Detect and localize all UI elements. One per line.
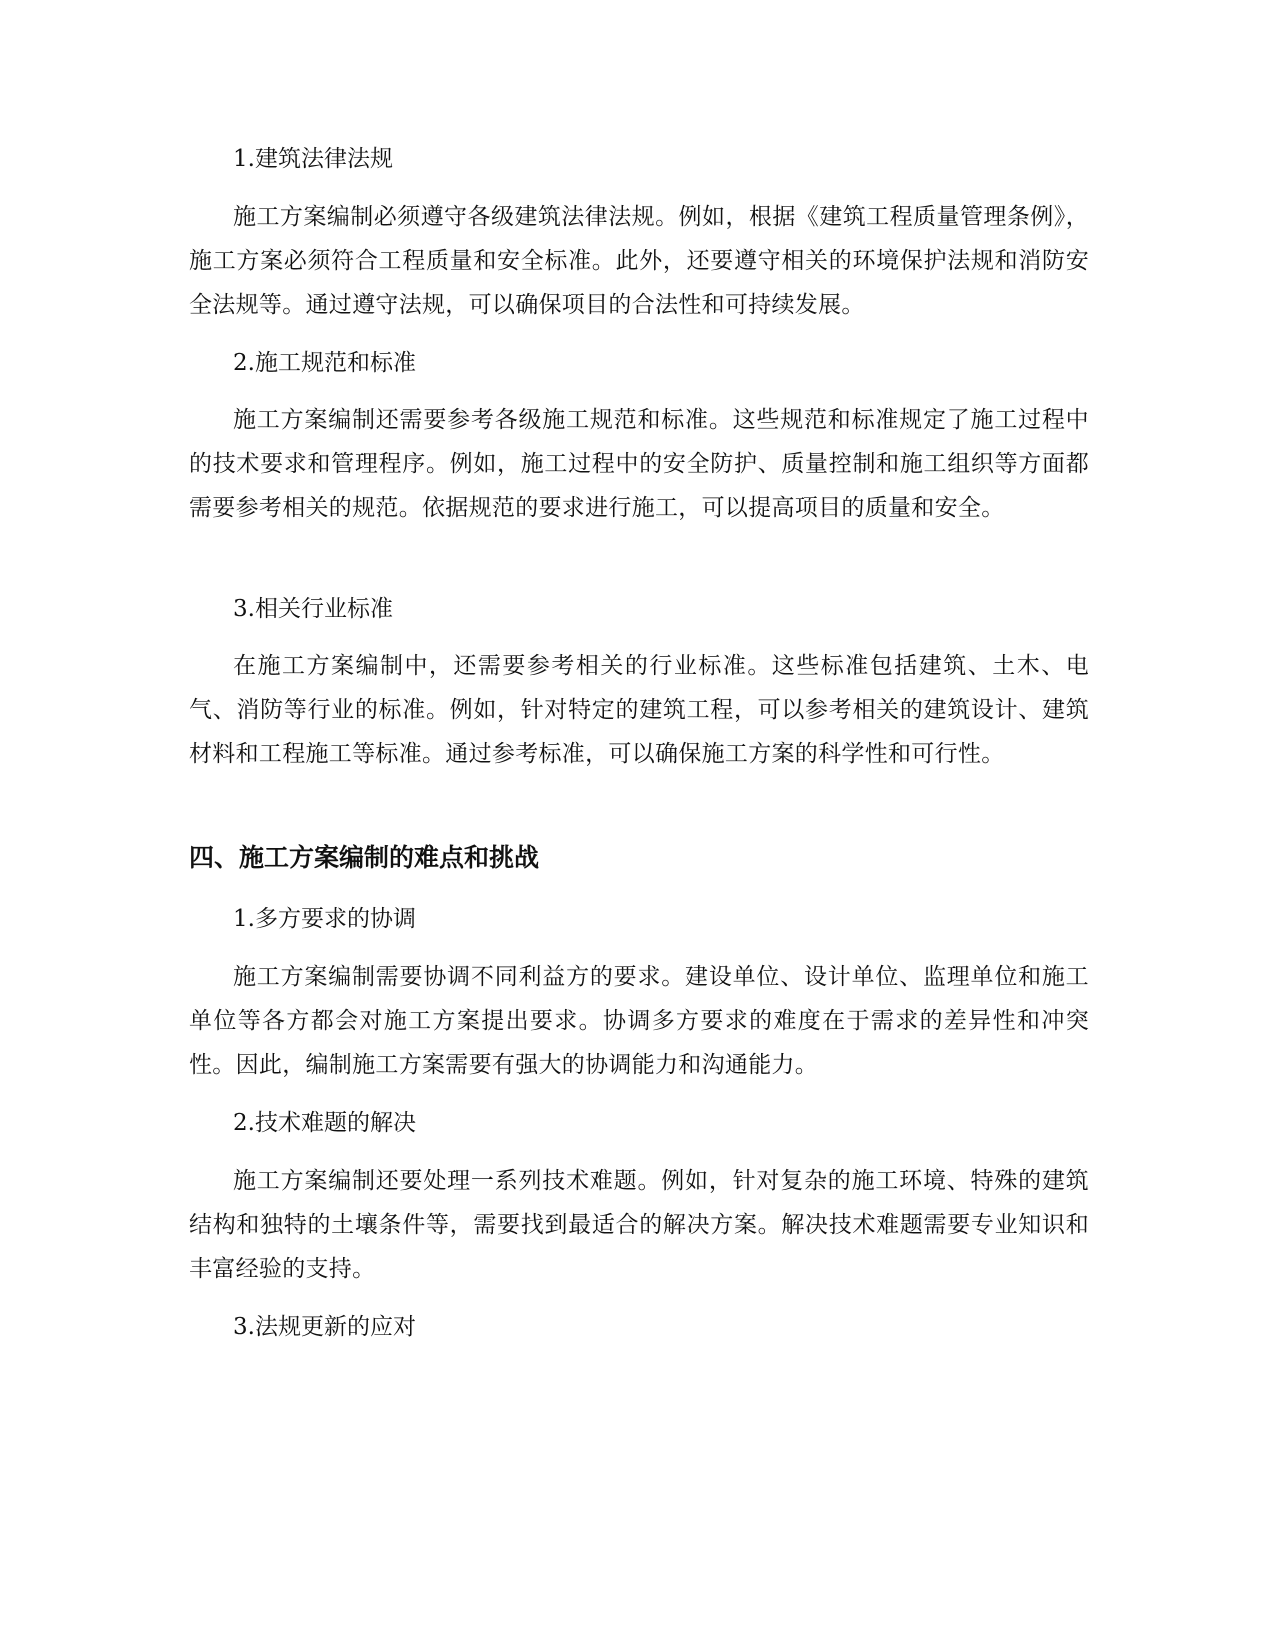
- subheading-building-laws: 1.建筑法律法规: [233, 146, 393, 172]
- subheading-coordination: 1.多方要求的协调: [233, 906, 416, 932]
- paragraph-coordination: 施工方案编制需要协调不同利益方的要求。建设单位、设计单位、监理单位和施工单位等各方都会对施工方案提出要求。协调多方要求的难度在于需求的差异性和冲突性。因此，编制施工方案需要有强大的协调能力和沟通能力。: [189, 964, 1089, 1078]
- section-title-difficulties: 四、施工方案编制的难点和挑战: [189, 843, 540, 872]
- subheading-industry-standards: 3.相关行业标准: [233, 596, 393, 622]
- paragraph-building-laws: 施工方案编制必须遵守各级建筑法律法规。例如，根据《建筑工程质量管理条例》，施工方案必须符合工程质量和安全标准。此外，还要遵守相关的环境保护法规和消防安全法规等。通过遵守法规，可以确保项目的合法性和可持续发展。: [189, 204, 1089, 318]
- subheading-construction-specs: 2.施工规范和标准: [233, 350, 416, 376]
- paragraph-construction-specs: 施工方案编制还需要参考各级施工规范和标准。这些规范和标准规定了施工过程中的技术要求和管理程序。例如，施工过程中的安全防护、质量控制和施工组织等方面都需要参考相关的规范。依据规范的要求进行施工，可以提高项目的质量和安全。: [189, 407, 1089, 521]
- subheading-technical-problems: 2.技术难题的解决: [233, 1110, 416, 1136]
- paragraph-technical-problems: 施工方案编制还要处理一系列技术难题。例如，针对复杂的施工环境、特殊的建筑结构和独特的土壤条件等，需要找到最适合的解决方案。解决技术难题需要专业知识和丰富经验的支持。: [189, 1168, 1089, 1282]
- subheading-regulation-updates: 3.法规更新的应对: [233, 1314, 416, 1340]
- paragraph-industry-standards: 在施工方案编制中，还需要参考相关的行业标准。这些标准包括建筑、土木、电气、消防等行业的标准。例如，针对特定的建筑工程，可以参考相关的建筑设计、建筑材料和工程施工等标准。通过参考标准，可以确保施工方案的科学性和可行性。: [189, 653, 1089, 767]
